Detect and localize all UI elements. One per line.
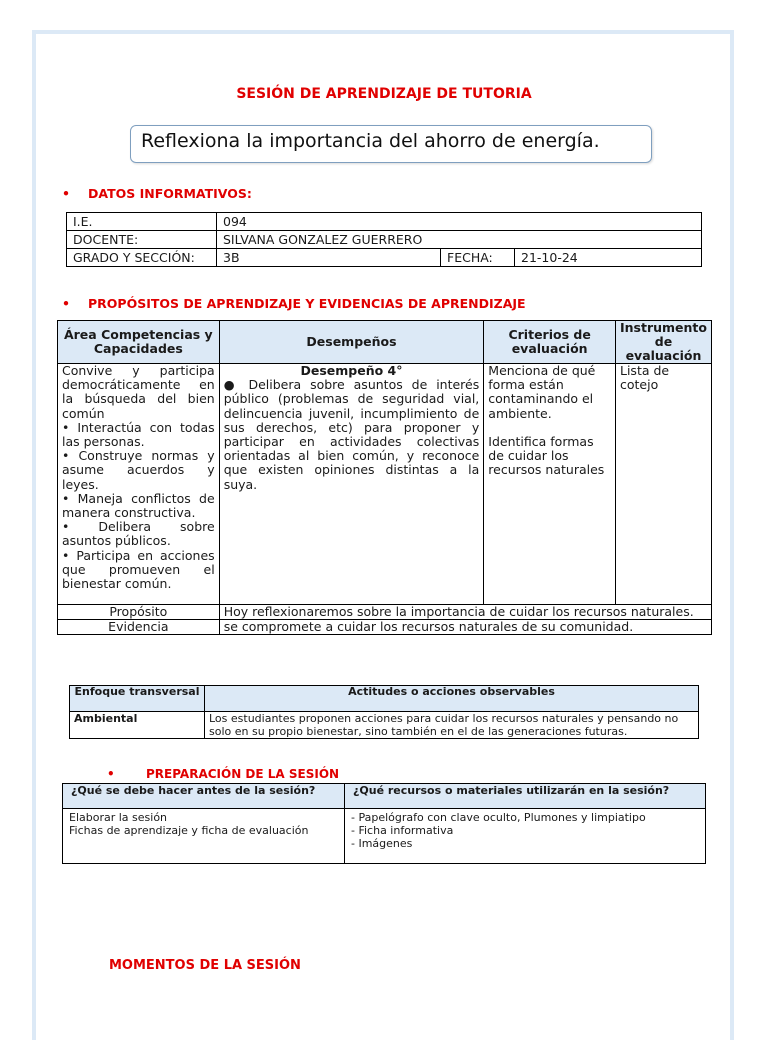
antes-header: ¿Qué se debe hacer antes de la sesión?	[63, 784, 345, 809]
propositos-heading-text: PROPÓSITOS DE APRENDIZAJE Y EVIDENCIAS DE APRENDIZAJE	[88, 296, 526, 311]
list-item: - Imágenes	[351, 837, 413, 850]
criterios-cell	[484, 364, 616, 605]
table-row	[70, 712, 699, 739]
instrumento-cell: Lista de cotejo	[616, 364, 712, 605]
list-item: Elaborar la sesión	[69, 811, 168, 824]
table-header-row	[70, 686, 699, 712]
table-row	[67, 213, 702, 231]
grado-label: GRADO Y SECCIÓN:	[67, 249, 217, 267]
area-line: Convive y participa democráticamente en la búsqueda del bien común	[62, 363, 215, 421]
area-line: • Maneja conflictos de manera constructiva.	[62, 490, 215, 521]
header-desempenos: Desempeños	[219, 321, 484, 364]
desempeno-cell	[219, 364, 484, 605]
recursos-cell	[345, 809, 706, 864]
grado-value: 3B	[217, 249, 441, 267]
enfoque-table	[69, 685, 699, 739]
area-cell	[58, 364, 220, 605]
propositos-table	[57, 320, 712, 635]
preparacion-heading	[107, 767, 339, 781]
header-criterios: Criterios de evaluación	[484, 321, 616, 364]
evidencia-label: Evidencia	[58, 620, 220, 635]
fecha-value: 21-10-24	[515, 249, 702, 267]
area-line: • Interactúa con todas las personas.	[62, 419, 215, 450]
table-row	[67, 231, 702, 249]
area-line: • Delibera sobre asuntos públicos.	[62, 519, 215, 549]
table-row	[58, 605, 712, 620]
antes-cell	[63, 809, 345, 864]
docente-label: DOCENTE:	[67, 231, 217, 249]
evidencia-text: se compromete a cuidar los recursos naturales de su comunidad.	[219, 620, 711, 635]
proposito-text: Hoy reflexionaremos sobre la importancia de cuidar los recursos naturales.	[219, 605, 711, 620]
list-item: - Papelógrafo con clave oculto, Plumones y limpiatipo	[351, 811, 646, 824]
header-area: Área Competencias y Capacidades	[58, 321, 220, 364]
page-title: SESIÓN DE APRENDIZAJE DE TUTORIA	[236, 86, 532, 102]
bullet: •	[62, 186, 70, 201]
momentos-heading: MOMENTOS DE LA SESIÓN	[109, 958, 301, 973]
criterio-2: Identifica formas de cuidar los recursos naturales	[488, 433, 605, 478]
list-item: Fichas de aprendizaje y ficha de evaluación	[69, 824, 309, 837]
proposito-label: Propósito	[58, 605, 220, 620]
fecha-label: FECHA:	[441, 249, 515, 267]
enfoque-name: Ambiental	[70, 712, 205, 739]
propositos-heading	[62, 296, 526, 311]
desempeno-title: Desempeño 4°	[300, 363, 403, 378]
list-item: - Ficha informativa	[351, 824, 454, 837]
datos-heading-text: DATOS INFORMATIVOS:	[88, 186, 252, 201]
area-line: • Construye normas y asume acuerdos y leyes.	[62, 448, 215, 492]
enfoque-text: Los estudiantes proponen acciones para cuidar los recursos naturales y pensando no solo en su propio bienestar, sino también en el de las generaciones futuras.	[205, 712, 699, 739]
ie-label: I.E.	[67, 213, 217, 231]
datos-table	[66, 212, 702, 267]
table-row	[63, 809, 706, 864]
criterio-1: Menciona de qué forma están contaminando el ambiente.	[488, 363, 596, 421]
actitudes-header: Actitudes o acciones observables	[205, 686, 699, 712]
preparacion-heading-text: PREPARACIÓN DE LA SESIÓN	[146, 767, 340, 781]
preparacion-table	[62, 783, 706, 864]
table-row	[58, 364, 712, 605]
bullet: •	[107, 767, 115, 781]
desempeno-bullet: ●	[223, 377, 240, 393]
header-instrumento: Instrumento de evaluación	[616, 321, 712, 364]
bullet: •	[62, 296, 70, 311]
table-row	[67, 249, 702, 267]
recursos-header: ¿Qué recursos o materiales utilizarán en la sesión?	[345, 784, 706, 809]
datos-heading	[62, 186, 252, 201]
table-header-row	[63, 784, 706, 809]
session-subject: Reflexiona la importancia del ahorro de energía.	[130, 125, 652, 163]
area-line: • Participa en acciones que promueven el bienestar común.	[62, 547, 215, 592]
enfoque-header: Enfoque transversal	[70, 686, 205, 712]
docente-value: SILVANA GONZALEZ GUERRERO	[217, 231, 702, 249]
ie-value: 094	[217, 213, 702, 231]
table-row	[58, 620, 712, 635]
desempeno-text: Delibera sobre asuntos de interés público (problemas de seguridad vial, delincuencia juvenil, incumplimiento de sus derechos, etc) para proponer y participar en actividades colectivas orientadas al bien común, y reconoce que existen opiniones distintas a la suya.	[223, 377, 480, 492]
table-header-row	[58, 321, 712, 364]
